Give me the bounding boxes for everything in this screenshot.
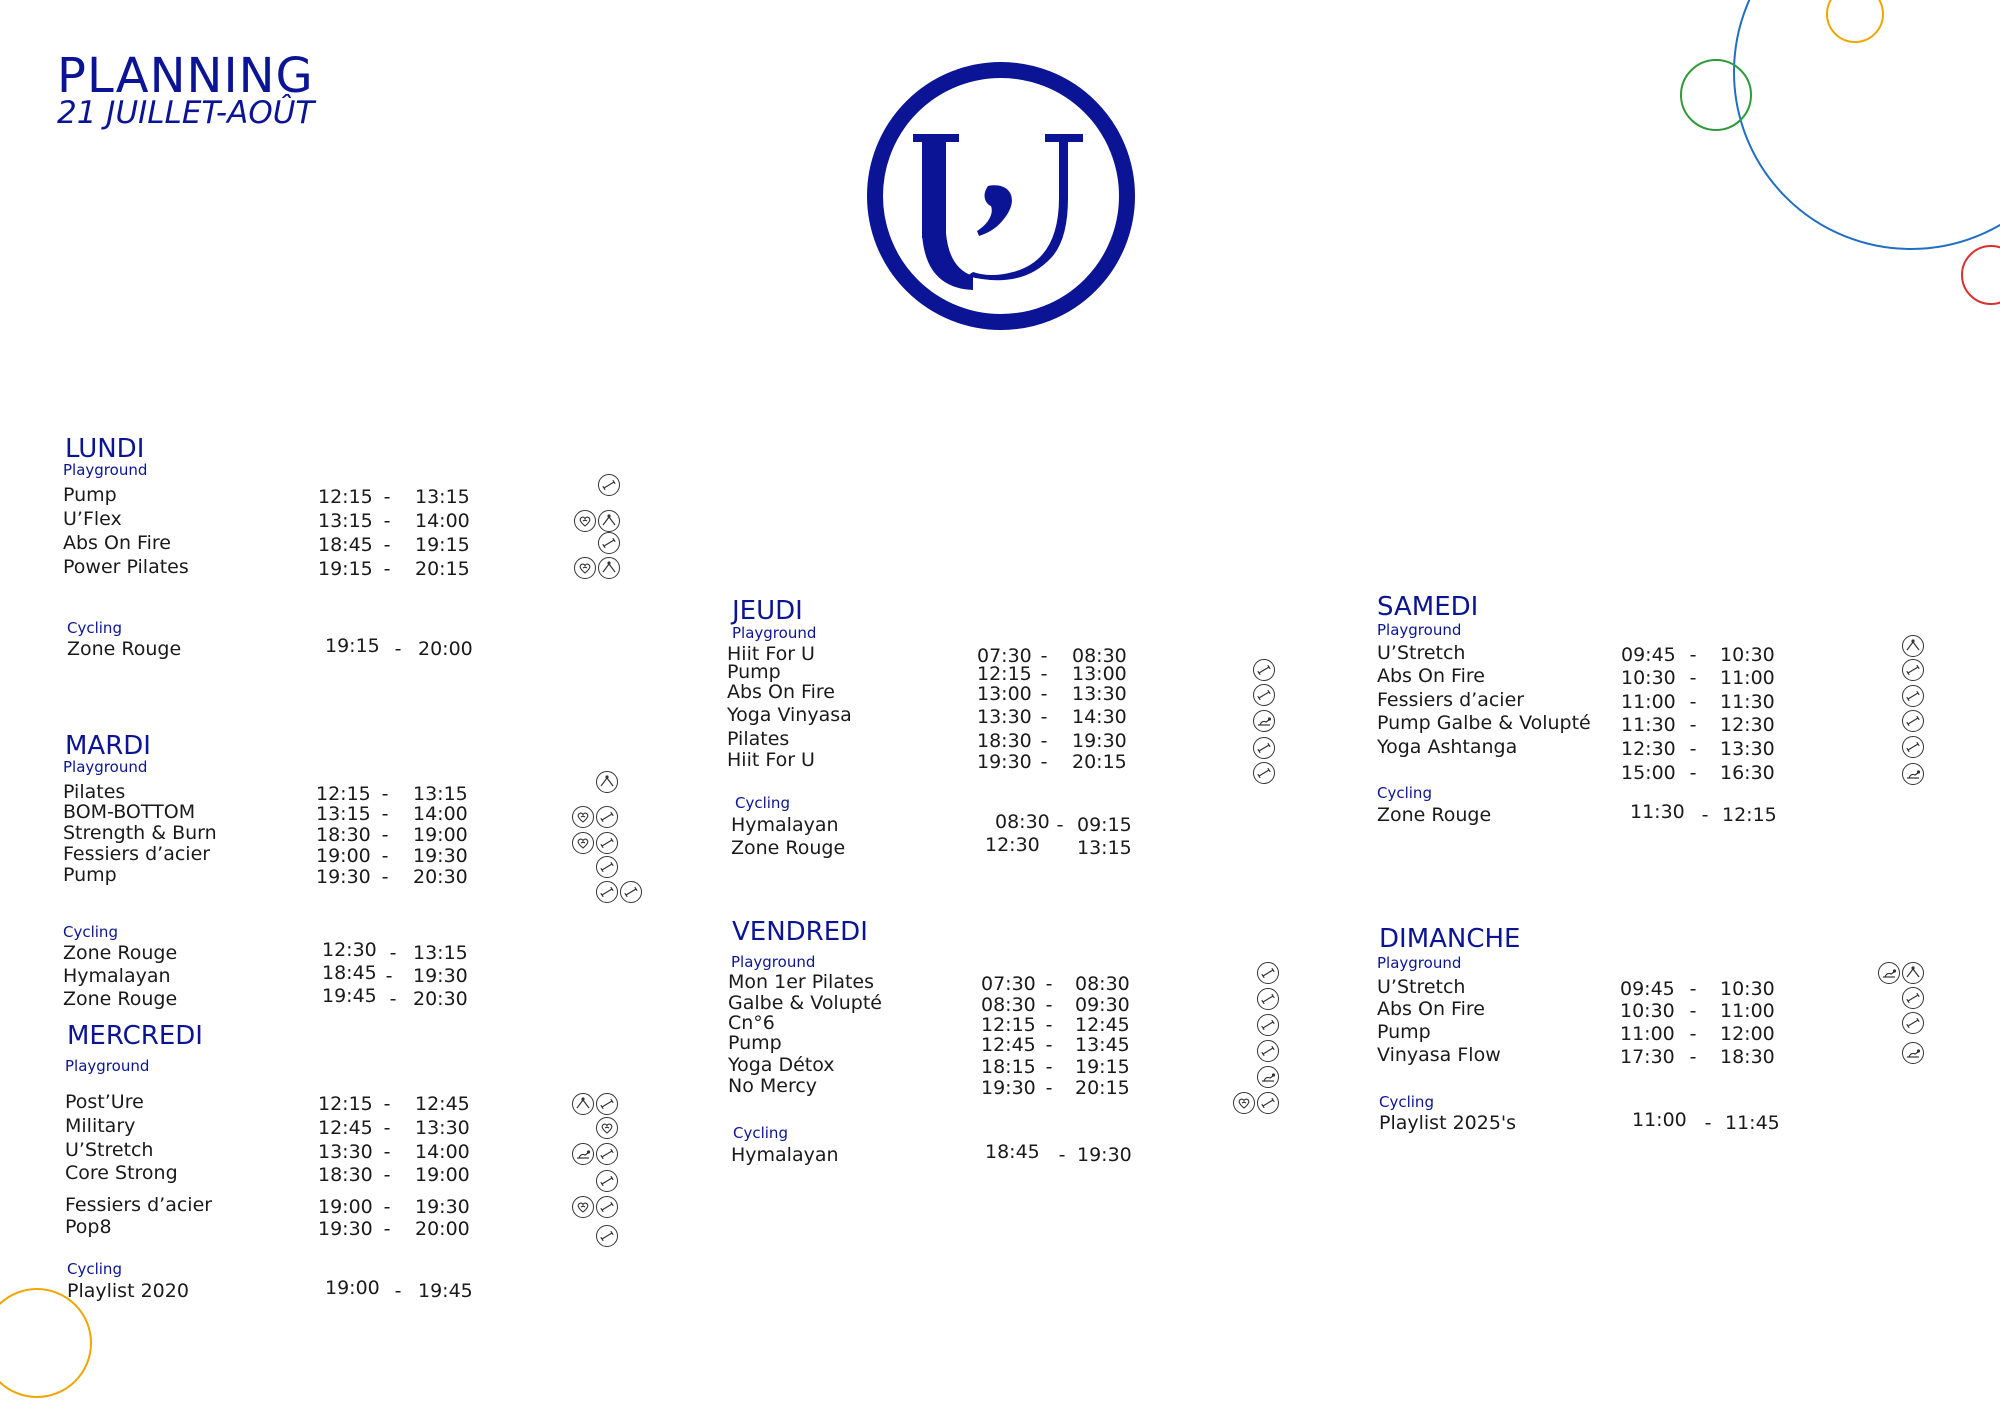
class-end-time: 13:45 [1075, 1034, 1130, 1056]
dumbbell-icon [596, 856, 618, 878]
cycling-end-time: 20:00 [418, 638, 473, 660]
class-start-time: 19:30 [977, 751, 1032, 773]
class-start-time: 13:30 [977, 706, 1032, 728]
class-end-time: 13:30 [1720, 738, 1775, 760]
class-end-time: 19:30 [415, 1196, 470, 1218]
class-name: Power Pilates [63, 556, 189, 578]
cycling-end-time: 13:15 [413, 942, 468, 964]
class-name: Abs On Fire [1377, 665, 1485, 687]
class-start-time: 12:15 [981, 1014, 1036, 1036]
time-separator: - [383, 486, 391, 508]
time-separator: - [1689, 644, 1697, 666]
time-separator: - [383, 1093, 391, 1115]
page-title: PLANNING [57, 48, 314, 104]
cycling-class-name: Hymalayan [731, 814, 839, 836]
cycling-start-time: 18:45 [322, 962, 377, 984]
time-separator: - [1040, 730, 1048, 752]
cycling-end-time: 20:30 [413, 988, 468, 1010]
heart-brain-icon [572, 1196, 594, 1218]
cycling-class-name: Zone Rouge [1377, 804, 1492, 826]
class-end-time: 11:00 [1720, 1000, 1775, 1022]
class-start-time: 15:00 [1621, 762, 1676, 784]
time-separator: - [389, 988, 397, 1010]
playground-label: Playground [731, 953, 816, 971]
class-start-time: 11:00 [1620, 1023, 1675, 1045]
heart-brain-icon [574, 510, 596, 532]
cycling-start-time: 19:45 [322, 985, 377, 1007]
cycling-start-time: 19:00 [325, 1277, 380, 1299]
dumbbell-icon [596, 881, 618, 903]
class-name: Post’Ure [65, 1091, 144, 1113]
cycling-class-name: Zone Rouge [63, 942, 178, 964]
page-subtitle: 21 JUILLET-AOÛT [57, 95, 315, 131]
dumbbell-icon [1257, 1014, 1279, 1036]
time-separator: - [381, 783, 389, 805]
class-end-time: 11:00 [1720, 667, 1775, 689]
class-end-time: 16:30 [1720, 762, 1775, 784]
class-name: U’Stretch [65, 1139, 154, 1161]
class-name: Fessiers d’acier [63, 843, 211, 865]
class-name: Yoga Ashtanga [1377, 736, 1518, 758]
class-name: Fessiers d’acier [1377, 689, 1525, 711]
time-separator: - [383, 1141, 391, 1163]
class-start-time: 19:30 [318, 1218, 373, 1240]
yoga-icon [1902, 763, 1924, 785]
class-end-time: 18:30 [1720, 1046, 1775, 1068]
day-title-dimanche: DIMANCHE [1379, 924, 1521, 954]
class-end-time: 19:00 [415, 1164, 470, 1186]
time-separator: - [381, 824, 389, 846]
dumbbell-icon [1257, 962, 1279, 984]
class-name: Pump Galbe & Volupté [1377, 712, 1591, 734]
class-name: U’Stretch [1377, 642, 1466, 664]
class-start-time: 19:00 [318, 1196, 373, 1218]
class-name: Strength & Burn [63, 822, 217, 844]
class-end-time: 12:45 [415, 1093, 470, 1115]
class-name: Hiit For U [727, 643, 815, 665]
time-separator: - [383, 1117, 391, 1139]
brand-logo [863, 58, 1139, 334]
stretch-icon [1902, 635, 1924, 657]
class-end-time: 20:00 [415, 1218, 470, 1240]
cycling-start-time: 18:45 [985, 1141, 1040, 1163]
class-name: Pilates [63, 781, 126, 803]
time-separator: - [1701, 804, 1709, 826]
class-name: Abs On Fire [727, 681, 835, 703]
class-name: Cn°6 [728, 1012, 775, 1034]
cycling-label: Cycling [63, 923, 118, 941]
time-separator: - [1689, 1023, 1697, 1045]
time-separator: - [383, 534, 391, 556]
class-start-time: 18:15 [981, 1056, 1036, 1078]
time-separator: - [1689, 738, 1697, 760]
class-end-time: 14:00 [415, 510, 470, 532]
class-start-time: 19:30 [316, 866, 371, 888]
cycling-class-name: Hymalayan [731, 1144, 839, 1166]
yoga-icon [1878, 962, 1900, 984]
class-name: Galbe & Volupté [728, 992, 882, 1014]
class-start-time: 08:30 [981, 994, 1036, 1016]
class-end-time: 09:30 [1075, 994, 1130, 1016]
deco-circle-green [1680, 59, 1752, 131]
class-end-time: 13:30 [1072, 683, 1127, 705]
class-name: Hiit For U [727, 749, 815, 771]
time-separator: - [381, 845, 389, 867]
time-separator: - [1689, 762, 1697, 784]
day-title-jeudi: JEUDI [732, 596, 803, 626]
time-separator: - [1045, 994, 1053, 1016]
class-start-time: 07:30 [977, 645, 1032, 667]
dumbbell-icon [1902, 659, 1924, 681]
class-start-time: 12:15 [316, 783, 371, 805]
class-name: Pump [63, 484, 117, 506]
stretch-icon [598, 557, 620, 579]
dumbbell-icon [1902, 987, 1924, 1009]
time-separator: - [1689, 1000, 1697, 1022]
dumbbell-icon [1253, 659, 1275, 681]
stretch-icon [572, 1093, 594, 1115]
class-start-time: 12:45 [318, 1117, 373, 1139]
stretch-icon [596, 771, 618, 793]
class-end-time: 08:30 [1075, 973, 1130, 995]
heart-brain-icon [572, 832, 594, 854]
dumbbell-icon [1902, 685, 1924, 707]
cycling-class-name: Zone Rouge [731, 837, 846, 859]
class-end-time: 12:30 [1720, 714, 1775, 736]
time-separator: - [1689, 978, 1697, 1000]
time-separator: - [385, 965, 393, 987]
time-separator: - [1056, 814, 1064, 836]
class-name: Pump [728, 1032, 782, 1054]
class-end-time: 20:30 [413, 866, 468, 888]
class-start-time: 09:45 [1620, 978, 1675, 1000]
class-end-time: 10:30 [1720, 644, 1775, 666]
time-separator: - [394, 1280, 402, 1302]
dumbbell-icon [596, 1225, 618, 1247]
time-separator: - [383, 1196, 391, 1218]
class-end-time: 13:30 [415, 1117, 470, 1139]
class-start-time: 07:30 [981, 973, 1036, 995]
class-start-time: 12:15 [318, 1093, 373, 1115]
deco-circle-red [1961, 245, 2000, 305]
day-title-mercredi: MERCREDI [67, 1021, 203, 1051]
time-separator: - [1689, 714, 1697, 736]
class-end-time: 13:15 [415, 486, 470, 508]
class-name: Fessiers d’acier [65, 1194, 213, 1216]
cycling-start-time: 11:00 [1632, 1109, 1687, 1131]
class-start-time: 10:30 [1620, 1000, 1675, 1022]
time-separator: - [1040, 751, 1048, 773]
dumbbell-icon [1902, 710, 1924, 732]
class-name: Abs On Fire [1377, 998, 1485, 1020]
time-separator: - [1040, 645, 1048, 667]
time-separator: - [381, 803, 389, 825]
class-name: Military [65, 1115, 136, 1137]
time-separator: - [394, 638, 402, 660]
cycling-start-time: 12:30 [322, 939, 377, 961]
class-end-time: 12:45 [1075, 1014, 1130, 1036]
time-separator: - [383, 1218, 391, 1240]
dumbbell-icon [1902, 736, 1924, 758]
class-end-time: 13:15 [413, 783, 468, 805]
class-name: Pilates [727, 728, 790, 750]
dumbbell-icon [596, 1170, 618, 1192]
class-start-time: 12:45 [981, 1034, 1036, 1056]
heart-brain-icon [596, 1117, 618, 1139]
cycling-label: Cycling [67, 1260, 122, 1278]
time-separator: - [1040, 663, 1048, 685]
yoga-icon [572, 1143, 594, 1165]
dumbbell-icon [1253, 737, 1275, 759]
playground-label: Playground [732, 624, 817, 642]
class-start-time: 13:15 [318, 510, 373, 532]
dumbbell-icon [596, 1143, 618, 1165]
time-separator: - [1045, 1014, 1053, 1036]
cycling-label: Cycling [67, 619, 122, 637]
time-separator: - [1689, 691, 1697, 713]
class-end-time: 20:15 [1072, 751, 1127, 773]
class-name: Core Strong [65, 1162, 178, 1184]
class-name: Vinyasa Flow [1377, 1044, 1501, 1066]
day-title-vendredi: VENDREDI [732, 917, 868, 947]
class-start-time: 18:45 [318, 534, 373, 556]
class-start-time: 12:15 [318, 486, 373, 508]
class-start-time: 12:15 [977, 663, 1032, 685]
time-separator: - [1704, 1112, 1712, 1134]
class-start-time: 18:30 [977, 730, 1032, 752]
dumbbell-icon [596, 1196, 618, 1218]
playground-label: Playground [63, 461, 148, 479]
class-end-time: 11:30 [1720, 691, 1775, 713]
class-start-time: 18:30 [316, 824, 371, 846]
class-start-time: 19:15 [318, 558, 373, 580]
class-name: Pump [63, 864, 117, 886]
yoga-icon [1257, 1066, 1279, 1088]
cycling-start-time: 08:30 [995, 811, 1050, 833]
deco-circle-orange-bottom [0, 1288, 92, 1398]
time-separator: - [381, 866, 389, 888]
class-start-time: 09:45 [1621, 644, 1676, 666]
time-separator: - [1689, 1046, 1697, 1068]
class-end-time: 19:15 [415, 534, 470, 556]
time-separator: - [383, 1164, 391, 1186]
day-title-lundi: LUNDI [65, 434, 145, 464]
class-name: Pop8 [65, 1216, 112, 1238]
class-end-time: 13:00 [1072, 663, 1127, 685]
time-separator: - [1040, 706, 1048, 728]
cycling-end-time: 12:15 [1722, 804, 1777, 826]
cycling-end-time: 19:30 [413, 965, 468, 987]
class-end-time: 20:15 [415, 558, 470, 580]
class-name: U’Flex [63, 508, 122, 530]
dumbbell-icon [598, 474, 620, 496]
heart-brain-icon [572, 806, 594, 828]
dumbbell-icon [1902, 1012, 1924, 1034]
dumbbell-icon [1253, 762, 1275, 784]
class-start-time: 12:30 [1621, 738, 1676, 760]
class-start-time: 11:30 [1621, 714, 1676, 736]
cycling-start-time: 19:15 [325, 635, 380, 657]
cycling-label: Cycling [1379, 1093, 1434, 1111]
class-start-time: 19:30 [981, 1077, 1036, 1099]
class-end-time: 19:30 [413, 845, 468, 867]
yoga-icon [1902, 1042, 1924, 1064]
time-separator: - [1045, 1077, 1053, 1099]
cycling-end-time: 19:30 [1077, 1144, 1132, 1166]
cycling-end-time: 09:15 [1077, 814, 1132, 836]
class-end-time: 08:30 [1072, 645, 1127, 667]
heart-brain-icon [574, 557, 596, 579]
dumbbell-icon [1257, 1040, 1279, 1062]
class-name: Pump [727, 661, 781, 683]
day-title-samedi: SAMEDI [1377, 592, 1479, 622]
cycling-label: Cycling [1377, 784, 1432, 802]
cycling-start-time: 11:30 [1630, 801, 1685, 823]
playground-label: Playground [65, 1057, 150, 1075]
class-end-time: 20:15 [1075, 1077, 1130, 1099]
class-end-time: 19:00 [413, 824, 468, 846]
time-separator: - [1045, 973, 1053, 995]
class-start-time: 17:30 [1620, 1046, 1675, 1068]
time-separator: - [1689, 667, 1697, 689]
time-separator: - [1045, 1056, 1053, 1078]
class-name: BOM-BOTTOM [63, 801, 196, 823]
class-end-time: 14:00 [413, 803, 468, 825]
class-name: Yoga Vinyasa [727, 704, 852, 726]
class-start-time: 18:30 [318, 1164, 373, 1186]
time-separator: - [1045, 1034, 1053, 1056]
cycling-class-name: Playlist 2025's [1379, 1112, 1517, 1134]
class-name: Yoga Détox [728, 1054, 835, 1076]
dumbbell-icon [1257, 988, 1279, 1010]
time-separator: - [383, 558, 391, 580]
time-separator: - [1058, 1144, 1066, 1166]
class-end-time: 14:30 [1072, 706, 1127, 728]
stretch-icon [1902, 962, 1924, 984]
class-end-time: 19:30 [1072, 730, 1127, 752]
class-start-time: 11:00 [1621, 691, 1676, 713]
dumbbell-icon [620, 881, 642, 903]
yoga-icon [1253, 710, 1275, 732]
cycling-class-name: Playlist 2020 [67, 1280, 189, 1302]
dumbbell-icon [1257, 1092, 1279, 1114]
cycling-class-name: Zone Rouge [67, 638, 182, 660]
playground-label: Playground [1377, 954, 1462, 972]
cycling-label: Cycling [733, 1124, 788, 1142]
playground-label: Playground [63, 758, 148, 776]
heart-brain-icon [1233, 1092, 1255, 1114]
time-separator: - [389, 942, 397, 964]
class-end-time: 19:15 [1075, 1056, 1130, 1078]
class-name: Mon 1er Pilates [728, 971, 875, 993]
class-name: U’Stretch [1377, 976, 1466, 998]
dumbbell-icon [598, 532, 620, 554]
class-start-time: 13:15 [316, 803, 371, 825]
cycling-end-time: 13:15 [1077, 837, 1132, 859]
day-title-mardi: MARDI [65, 731, 151, 761]
class-end-time: 12:00 [1720, 1023, 1775, 1045]
dumbbell-icon [596, 832, 618, 854]
stretch-icon [598, 510, 620, 532]
time-separator: - [383, 510, 391, 532]
class-start-time: 13:30 [318, 1141, 373, 1163]
cycling-class-name: Zone Rouge [63, 988, 178, 1010]
dumbbell-icon [1253, 684, 1275, 706]
playground-label: Playground [1377, 621, 1462, 639]
class-start-time: 13:00 [977, 683, 1032, 705]
dumbbell-icon [596, 806, 618, 828]
cycling-class-name: Hymalayan [63, 965, 171, 987]
class-name: No Mercy [728, 1075, 818, 1097]
dumbbell-icon [596, 1093, 618, 1115]
class-name: Pump [1377, 1021, 1431, 1043]
cycling-label: Cycling [735, 794, 790, 812]
cycling-end-time: 19:45 [418, 1280, 473, 1302]
time-separator: - [1040, 683, 1048, 705]
class-end-time: 14:00 [415, 1141, 470, 1163]
class-start-time: 10:30 [1621, 667, 1676, 689]
class-name: Abs On Fire [63, 532, 171, 554]
cycling-start-time: 12:30 [985, 834, 1040, 856]
class-end-time: 10:30 [1720, 978, 1775, 1000]
class-start-time: 19:00 [316, 845, 371, 867]
cycling-end-time: 11:45 [1725, 1112, 1780, 1134]
